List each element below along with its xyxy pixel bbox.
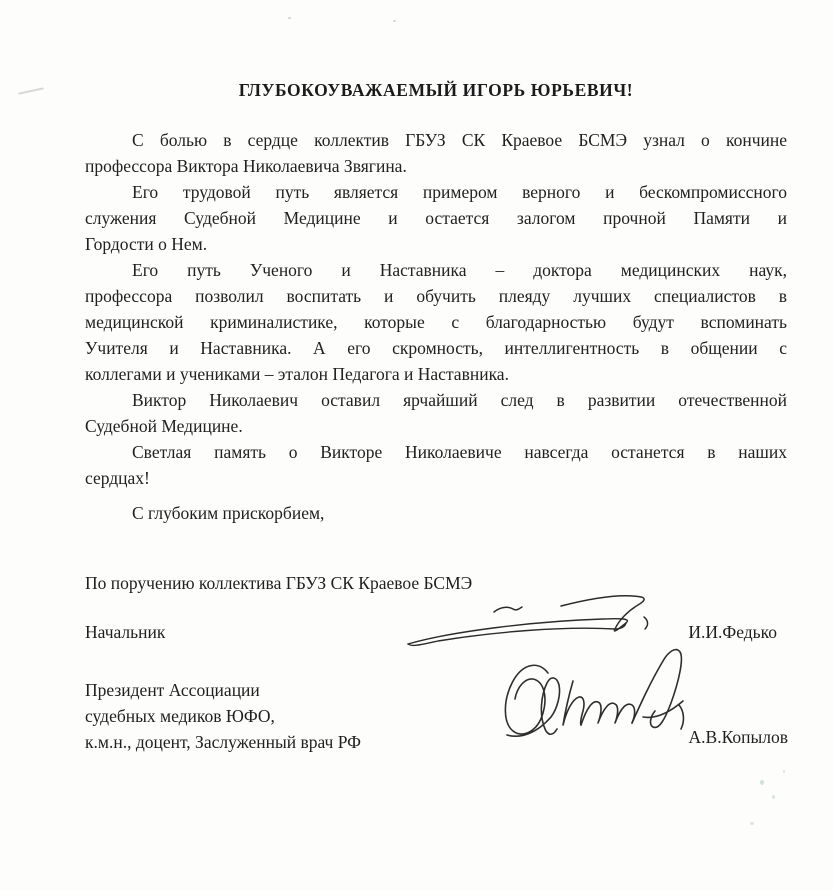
letter-body — [85, 127, 787, 491]
fedko-handwritten-signature-icon — [398, 586, 673, 658]
scan-artifact — [288, 17, 291, 19]
body-line: сердцах! — [85, 468, 150, 488]
body-line: Гордости о Нем. — [85, 234, 208, 254]
body-line: медицинской криминалистике, которые с благодарностью будут вспоминать — [85, 312, 787, 332]
president-title-line: судебных медиков ЮФО, — [85, 706, 275, 726]
president-title-block — [85, 677, 361, 755]
body-line: Судебной Медицине. — [85, 416, 243, 436]
body-line: профессора Виктора Николаевича Звягина. — [85, 156, 407, 176]
closing-line: С глубоким прискорбием, — [132, 503, 325, 523]
body-line: Его трудовой путь является примером верного и бескомпромиссного — [132, 182, 787, 202]
scan-artifact — [760, 780, 764, 785]
body-line: профессора позволил воспитать и обучить плеяду лучших специалистов в — [85, 286, 787, 306]
body-line: Его путь Ученого и Наставника – доктора медицинских наук, — [132, 260, 787, 280]
body-line: Учителя и Наставника. А его скромность, интеллигентность в общении с — [85, 338, 787, 358]
behalf-line: По поручению коллектива ГБУЗ СК Краевое БСМЭ — [85, 573, 473, 593]
kopylov-handwritten-signature-icon — [493, 643, 705, 751]
scan-artifact — [393, 20, 396, 22]
chief-name: И.И.Федько — [688, 622, 777, 642]
scan-artifact — [783, 770, 785, 773]
chief-title: Начальник — [85, 622, 166, 642]
body-line: служения Судебной Медицине и остается залогом прочной Памяти и — [85, 208, 787, 228]
president-title-line: Президент Ассоциации — [85, 680, 260, 700]
body-line: С болью в сердце коллектив ГБУЗ СК Краевое БСМЭ узнал о кончине — [132, 130, 787, 150]
president-title-line: к.м.н., доцент, Заслуженный врач РФ — [85, 732, 361, 752]
scan-artifact — [772, 795, 775, 799]
president-name: А.В.Копылов — [688, 727, 788, 747]
body-line: коллегами и учениками – эталон Педагога и Наставника. — [85, 364, 509, 384]
scan-artifact — [18, 87, 44, 94]
letter-title: ГЛУБОКОУВАЖАЕМЫЙ ИГОРЬ ЮРЬЕВИЧ! — [238, 80, 634, 100]
body-line: Виктор Николаевич оставил ярчайший след в развитии отечественной — [132, 390, 787, 410]
scan-artifact — [750, 822, 754, 825]
body-line: Светлая память о Викторе Николаевиче навсегда останется в наших — [132, 442, 787, 462]
